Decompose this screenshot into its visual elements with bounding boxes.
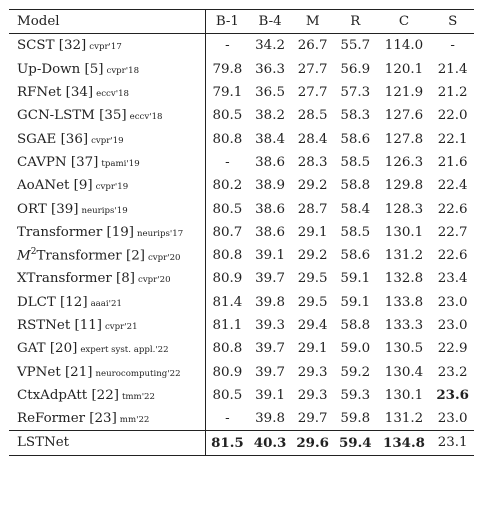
- model-venue: cvpr'21: [104, 322, 138, 332]
- metric-cell: 23.2: [437, 364, 468, 380]
- model-name: RSTNet [11]: [17, 318, 102, 333]
- model-name: GCN-LSTM [35]: [17, 108, 127, 124]
- metric-cell: 39.3: [255, 318, 285, 333]
- metric-cell: 130.4: [384, 364, 424, 380]
- metric-cell: 79.8: [212, 61, 243, 77]
- final-cell: 81.5: [211, 434, 244, 451]
- metric-cell: 59.1: [340, 294, 371, 310]
- model-venue: tmm'22: [121, 391, 155, 402]
- final-cell: 23.1: [437, 435, 468, 451]
- model-venue: cvpr'20: [138, 275, 171, 286]
- metric-cell: 23.0: [437, 294, 468, 310]
- model-venue: cvpr'20: [147, 252, 181, 263]
- model-venue: cvpr'18: [106, 65, 140, 76]
- metric-cell: 39.7: [255, 271, 285, 287]
- model-name-cell: [9, 291, 206, 314]
- metric-cell: 59.3: [340, 387, 371, 403]
- metric-cell: 58.5: [340, 224, 371, 240]
- metric-cell: 59.0: [340, 341, 371, 357]
- metric-cell: 58.3: [340, 108, 371, 124]
- metric-cell: 39.8: [255, 294, 285, 310]
- metric-cell: 22.4: [437, 178, 468, 194]
- model-name-cell: [9, 104, 206, 127]
- metric-cell: 26.7: [297, 38, 328, 54]
- model-name: Transformer [2]: [36, 248, 145, 264]
- model-name: RFNet [34]: [17, 85, 94, 101]
- table-row: [9, 291, 474, 314]
- metric-cell: 38.9: [255, 178, 285, 194]
- model-venue: neurips'17: [137, 228, 184, 239]
- header-b4: B-4: [258, 14, 282, 30]
- model-name: CtxAdpAtt [22]: [17, 387, 119, 403]
- metric-cell: 39.1: [255, 248, 285, 264]
- metric-cell: 36.3: [255, 61, 285, 77]
- model-name: SGAE [36]: [17, 131, 89, 147]
- metric-cell: 59.1: [340, 271, 371, 287]
- metric-cell: 29.4: [297, 318, 328, 333]
- metric-cell: 56.9: [340, 61, 371, 77]
- metric-cell: 131.2: [384, 411, 424, 427]
- metric-cell: 80.9: [212, 271, 243, 287]
- model-venue: neurips'19: [81, 205, 128, 216]
- table-row: [9, 267, 474, 290]
- metric-cell: 133.3: [384, 318, 424, 333]
- metric-cell: 133.8: [384, 294, 424, 310]
- table-row: [9, 81, 474, 104]
- metric-cell: 58.8: [340, 178, 371, 194]
- metric-cell: 130.1: [384, 224, 424, 240]
- metric-cell: 80.8: [212, 248, 243, 264]
- metric-cell: 57.3: [340, 85, 371, 101]
- metric-cell: 21.2: [437, 85, 468, 101]
- header-meteor: M: [305, 14, 320, 30]
- metric-cell: 59.2: [340, 364, 371, 380]
- model-name-cell: [9, 384, 206, 407]
- header-row: [9, 10, 474, 34]
- metric-cell: 121.9: [384, 85, 424, 101]
- model-name-cell: [9, 58, 206, 81]
- metric-cell: 23.4: [437, 271, 468, 287]
- metric-cell: 28.7: [297, 201, 328, 217]
- metric-cell: 38.4: [255, 131, 285, 147]
- metric-cell: 80.8: [212, 341, 243, 357]
- metric-cell: 22.6: [437, 248, 468, 264]
- model-name-cell: [9, 34, 206, 58]
- metric-cell: 29.2: [297, 178, 328, 194]
- metric-cell: 29.3: [297, 364, 328, 380]
- model-name: ORT [39]: [17, 201, 79, 217]
- table-row: [9, 221, 474, 244]
- metric-cell: 55.7: [340, 38, 371, 54]
- results-table: [9, 9, 474, 456]
- table-row: [9, 360, 474, 383]
- metric-cell: 58.4: [340, 201, 371, 217]
- metric-cell: 129.8: [384, 178, 424, 194]
- metric-cell: 38.6: [255, 201, 285, 217]
- model-venue: expert syst. appl.'22: [80, 345, 169, 356]
- model-name: CAVPN [37]: [17, 154, 99, 170]
- model-name-cell: [9, 127, 206, 150]
- metric-cell: 23.0: [437, 411, 468, 427]
- metric-cell: 36.5: [255, 85, 285, 101]
- model-venue: cvpr'19: [95, 182, 129, 193]
- header-spice: S: [448, 14, 458, 30]
- model-name: VPNet [21]: [17, 364, 93, 380]
- final-cell: 29.6: [296, 434, 329, 451]
- metric-cell: -: [225, 38, 230, 54]
- metric-cell: 127.6: [384, 108, 424, 124]
- metric-cell: -: [450, 38, 455, 54]
- metric-cell: 127.8: [384, 131, 424, 147]
- metric-cell: 80.5: [212, 108, 243, 124]
- metric-cell: 80.7: [212, 224, 243, 240]
- header-b1: B-1: [215, 14, 239, 30]
- metric-cell: 21.4: [437, 61, 468, 77]
- table-row: [9, 407, 474, 431]
- metric-cell: 81.4: [212, 294, 243, 310]
- metric-cell: 28.3: [297, 154, 328, 170]
- metric-cell: 79.1: [212, 85, 243, 101]
- model-venue: tpami'19: [101, 158, 140, 169]
- model-name-prefix: M: [17, 248, 31, 264]
- model-venue: cvpr'17: [89, 42, 122, 53]
- metric-cell: 58.6: [340, 131, 371, 147]
- model-name: XTransformer [8]: [17, 271, 136, 287]
- metric-cell: 29.5: [297, 271, 328, 287]
- metric-cell: 23.0: [437, 318, 468, 333]
- table-row: [9, 197, 474, 220]
- metric-cell: 22.9: [437, 341, 468, 357]
- header-cider: C: [398, 14, 410, 30]
- metric-cell: 58.6: [340, 248, 371, 264]
- metric-cell: 80.8: [212, 131, 243, 147]
- table-row: [9, 127, 474, 150]
- metric-cell: 58.8: [340, 318, 371, 333]
- model-name: ReFormer [23]: [17, 411, 117, 427]
- table-row: [9, 337, 474, 360]
- table-row: [9, 174, 474, 197]
- model-name-cell: [9, 81, 206, 104]
- metric-cell: 29.5: [297, 294, 328, 310]
- metric-cell: 29.3: [297, 387, 328, 403]
- metric-cell: 81.1: [212, 318, 243, 333]
- metric-cell: 58.5: [340, 154, 371, 170]
- metric-cell: 29.2: [297, 248, 328, 264]
- header-model: Model: [9, 10, 206, 34]
- model-name-cell: [9, 337, 206, 360]
- metric-cell: 27.7: [297, 61, 328, 77]
- metric-cell: 22.1: [437, 131, 468, 147]
- model-venue: neurocomputing'22: [95, 368, 181, 379]
- metric-cell: 120.1: [384, 61, 424, 77]
- model-venue: mm'22: [119, 415, 150, 426]
- metric-cell: 38.6: [255, 154, 285, 170]
- metric-cell: 22.6: [437, 201, 468, 217]
- metric-cell: -: [225, 411, 230, 427]
- model-venue: eccv'18: [129, 112, 163, 123]
- table-row: [9, 314, 474, 337]
- model-name-cell: [9, 244, 206, 267]
- final-cell: 59.4: [338, 434, 372, 451]
- metric-cell: 80.9: [212, 364, 243, 380]
- metric-cell: 59.8: [340, 411, 371, 427]
- metric-cell: 23.6: [436, 387, 469, 404]
- metric-cell: 39.1: [255, 387, 285, 403]
- model-venue: cvpr'19: [91, 135, 124, 146]
- metric-cell: 80.5: [212, 387, 243, 403]
- metric-cell: 80.2: [212, 178, 243, 194]
- final-row: [9, 431, 474, 455]
- table-row: [9, 151, 474, 174]
- metric-cell: 39.7: [255, 341, 285, 357]
- metric-cell: 22.7: [437, 224, 468, 240]
- metric-cell: 28.4: [297, 131, 328, 147]
- table-row: [9, 244, 474, 267]
- metric-cell: 130.5: [384, 341, 424, 357]
- model-name-cell: [9, 407, 206, 431]
- metric-cell: 21.6: [437, 154, 468, 170]
- metric-cell: 38.6: [255, 224, 285, 240]
- metric-cell: 27.7: [297, 85, 328, 101]
- metric-cell: 39.8: [255, 411, 285, 427]
- metric-cell: 114.0: [384, 38, 424, 54]
- model-name: DLCT [12]: [17, 294, 88, 310]
- final-cell: 134.8: [383, 434, 425, 451]
- model-name-cell: [9, 151, 206, 174]
- header-rouge: R: [350, 14, 361, 30]
- final-cell: 40.3: [253, 434, 287, 451]
- metric-cell: 29.7: [297, 411, 328, 427]
- metric-cell: 29.1: [297, 224, 328, 240]
- table-row: [9, 104, 474, 127]
- results-table-container: [9, 9, 474, 456]
- final-model-name: LSTNet: [9, 431, 206, 455]
- metric-cell: 131.2: [384, 248, 424, 264]
- metric-cell: -: [225, 154, 230, 170]
- model-name-cell: [9, 267, 206, 290]
- model-name: Transformer [19]: [17, 224, 134, 240]
- model-name-cell: [9, 197, 206, 220]
- table-row: [9, 34, 474, 58]
- model-venue: aaai'21: [90, 298, 122, 309]
- model-name-cell: [9, 221, 206, 244]
- metric-cell: 132.8: [384, 271, 424, 287]
- model-venue: eccv'18: [96, 89, 130, 100]
- metric-cell: 29.1: [297, 341, 328, 357]
- metric-cell: 80.5: [212, 201, 243, 217]
- table-row: [9, 384, 474, 407]
- metric-cell: 34.2: [255, 38, 285, 54]
- model-name-cell: [9, 314, 206, 337]
- metric-cell: 38.2: [255, 108, 285, 124]
- metric-cell: 126.3: [384, 154, 424, 170]
- table-body: [9, 34, 474, 431]
- metric-cell: 22.0: [437, 108, 468, 124]
- model-name: SCST [32]: [17, 38, 87, 54]
- metric-cell: 39.7: [255, 364, 285, 380]
- model-name: Up-Down [5]: [17, 61, 104, 77]
- table-row: [9, 58, 474, 81]
- model-name-cell: [9, 360, 206, 383]
- model-name: GAT [20]: [17, 341, 78, 357]
- model-name-superscript: 2: [30, 247, 37, 258]
- metric-cell: 28.5: [297, 108, 328, 124]
- model-name-cell: [9, 174, 206, 197]
- metric-cell: 128.3: [384, 201, 424, 217]
- metric-cell: 130.1: [384, 387, 424, 403]
- model-name: AoANet [9]: [17, 178, 93, 194]
